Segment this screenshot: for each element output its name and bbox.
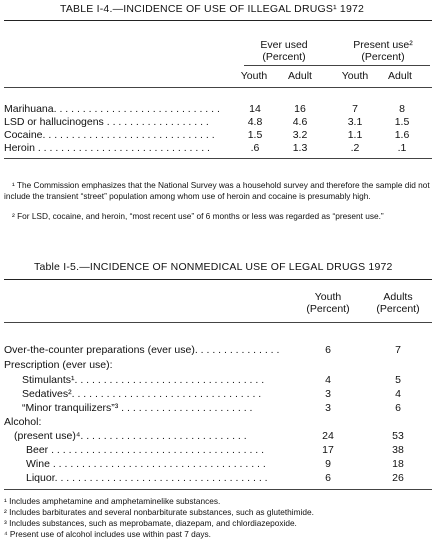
table1-col-adult-2: Adult bbox=[388, 70, 412, 82]
table1-footnote-2: ² For LSD, cocaine, and heroin, “most recent use” of 6 months or less was regarded as “present use.” bbox=[12, 211, 384, 221]
table1-cell: 4.6 bbox=[292, 116, 308, 128]
table1-cell: .1 bbox=[397, 142, 407, 154]
table1-cell: 1.6 bbox=[394, 129, 410, 141]
table1-cell: 14 bbox=[249, 103, 261, 115]
table1-colhead-rule bbox=[4, 87, 432, 88]
table2-col-adult-header bbox=[356, 291, 439, 315]
table2-footnote-4: ⁴ Present use of alcohol includes use within past 7 days. bbox=[4, 529, 211, 539]
table2-cell: 6 bbox=[325, 472, 331, 484]
table2-row-label: Stimulants¹. . . . . . . . . . . . . . . . . . . . . . . . . . . . . . . . . bbox=[22, 374, 265, 386]
table2-bottom-rule bbox=[4, 489, 432, 490]
table1-cell: 3.2 bbox=[292, 129, 308, 141]
table2-cell: 17 bbox=[322, 444, 334, 456]
table1-col-adult-1: Adult bbox=[288, 70, 312, 82]
table2-row-label: Prescription (ever use): bbox=[4, 359, 113, 371]
table2-cell: 3 bbox=[325, 388, 331, 400]
table2-row-label: Liquor. . . . . . . . . . . . . . . . . . . . . . . . . . . . . . . . . . . . . bbox=[26, 472, 268, 484]
table2-cell: 18 bbox=[392, 458, 404, 470]
table1-row-label: Marihuana. . . . . . . . . . . . . . . . . . . . . . . . . . . . . bbox=[4, 103, 220, 115]
table2-cell: 4 bbox=[325, 374, 331, 386]
table1-row-label: Cocaine. . . . . . . . . . . . . . . . . . . . . . . . . . . . . . bbox=[4, 129, 215, 141]
table2-cell: 5 bbox=[395, 374, 401, 386]
table1-footnote-1: ¹ The Commission emphasizes that the National Survey was a household survey and therefore the sample did not include the transient “street” population among whom use of heroin and cocaine is presumably high. bbox=[4, 180, 430, 201]
table2-top-rule bbox=[4, 279, 432, 280]
table2-row-label: Alcohol: bbox=[4, 416, 42, 428]
table2-footnote-2: ² Includes barbiturates and several nonbarbiturate substances, such as glutethimide. bbox=[4, 507, 314, 517]
table1-cell: .2 bbox=[350, 142, 360, 154]
table1-cell: 7 bbox=[352, 103, 358, 115]
table1-cell: .6 bbox=[250, 142, 260, 154]
table1-top-rule bbox=[4, 20, 432, 21]
table2-col-youth-sub: (Percent) bbox=[306, 303, 350, 315]
table2-cell: 7 bbox=[395, 344, 401, 356]
table1-cell: 4.8 bbox=[247, 116, 263, 128]
table1-col-youth-1: Youth bbox=[240, 70, 268, 82]
table2-cell: 24 bbox=[322, 430, 334, 442]
table2-row-label: Beer . . . . . . . . . . . . . . . . . . . . . . . . . . . . . . . . . . . . . bbox=[26, 444, 265, 456]
table2-row-label: (present use)⁴. . . . . . . . . . . . . . . . . . . . . . . . . . . . . bbox=[14, 430, 247, 442]
table1-bottom-rule bbox=[4, 158, 432, 159]
table1-cell: 1.5 bbox=[394, 116, 410, 128]
table2-title: Table I-5.—INCIDENCE OF NONMEDICAL USE OF LEGAL DRUGS 1972 bbox=[34, 261, 393, 273]
table2-cell: 38 bbox=[392, 444, 404, 456]
table1-header-rule bbox=[244, 65, 430, 66]
table2-cell: 53 bbox=[392, 430, 404, 442]
table2-col-adult-label: Adults bbox=[383, 291, 413, 303]
table2-cell: 6 bbox=[325, 344, 331, 356]
table2-footnote-1: ¹ Includes amphetamine and amphetaminelike substances. bbox=[4, 496, 221, 506]
table2-cell: 6 bbox=[395, 402, 401, 414]
table1-group1-sub: (Percent) bbox=[262, 51, 306, 63]
table1-cell: 1.3 bbox=[292, 142, 308, 154]
table1-group2-sub: (Percent) bbox=[361, 51, 405, 63]
table1-group1-header bbox=[246, 39, 322, 63]
table2-col-youth-label: Youth bbox=[314, 291, 342, 303]
table2-row-label: Wine . . . . . . . . . . . . . . . . . . . . . . . . . . . . . . . . . . . . . bbox=[26, 458, 266, 470]
table1-row-label: LSD or hallucinogens . . . . . . . . . . . . . . . . . . bbox=[4, 116, 209, 128]
table2-col-adult-sub: (Percent) bbox=[376, 303, 420, 315]
table1-cell: 1.1 bbox=[347, 129, 363, 141]
table2-cell: 26 bbox=[392, 472, 404, 484]
table2-cell: 3 bbox=[325, 402, 331, 414]
table2-footnote-3: ³ Includes substances, such as meprobamate, diazepam, and chlordiazepoxide. bbox=[4, 518, 297, 528]
table1-cell: 8 bbox=[399, 103, 405, 115]
table1-cell: 16 bbox=[294, 103, 306, 115]
table2-row-label: Over-the-counter preparations (ever use). . . . . . . . . . . . . . . bbox=[4, 344, 280, 356]
table2-row-label: Sedatives². . . . . . . . . . . . . . . . . . . . . . . . . . . . . . . . . bbox=[22, 388, 262, 400]
table1-row-label: Heroin . . . . . . . . . . . . . . . . . . . . . . . . . . . . . . bbox=[4, 142, 210, 154]
table2-cell: 9 bbox=[325, 458, 331, 470]
table1-group2-label: Present use² bbox=[353, 39, 413, 51]
table2-cell: 4 bbox=[395, 388, 401, 400]
table1-group2-header bbox=[340, 39, 426, 63]
table1-group1-label: Ever used bbox=[260, 39, 308, 51]
table2-colhead-rule bbox=[4, 322, 432, 323]
table1-title: TABLE I-4.—INCIDENCE OF USE OF ILLEGAL DRUGS¹ 1972 bbox=[60, 3, 365, 15]
table2-row-label: “Minor tranquilizers”³ . . . . . . . . . . . . . . . . . . . . . . . bbox=[22, 402, 253, 414]
table1-cell: 1.5 bbox=[247, 129, 263, 141]
table1-col-youth-2: Youth bbox=[341, 70, 369, 82]
table1-cell: 3.1 bbox=[347, 116, 363, 128]
